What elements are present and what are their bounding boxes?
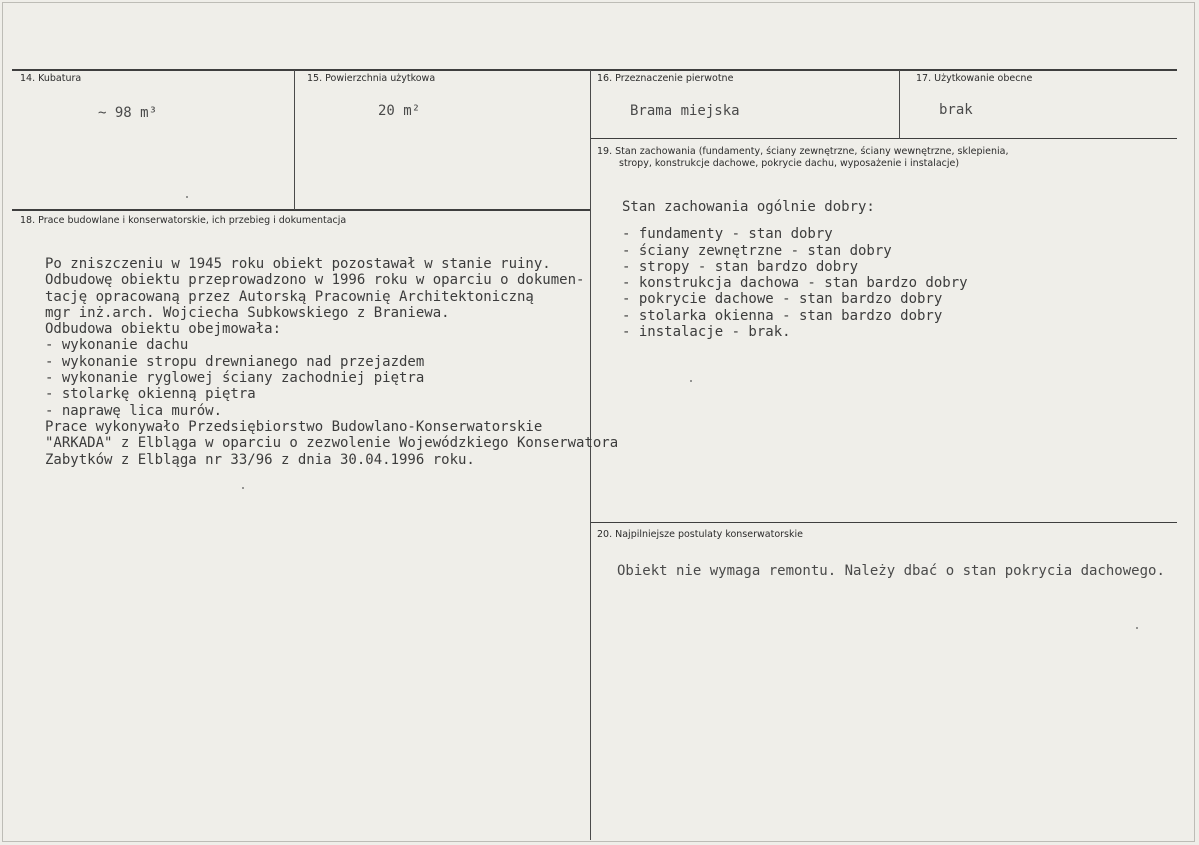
field-19-line: Stan zachowania ogólnie dobry: xyxy=(622,199,875,215)
field-18-label: 18. Prace budowlane i konserwatorskie, ich przebieg i dokumentacja xyxy=(20,215,347,226)
field-18-line: - wykonanie stropu drewnianego nad przejazdem xyxy=(45,353,425,370)
field-18-line: Zabytków z Elbląga nr 33/96 z dnia 30.04.1996 roku. xyxy=(45,451,475,468)
field-19-line: - fundamenty - stan dobry xyxy=(622,226,833,243)
rule-under-14-15 xyxy=(12,209,590,211)
field-19-line: - stolarka okienna - stan bardzo dobry xyxy=(622,307,943,324)
field-19-line: - pokrycie dachowe - stan bardzo dobry xyxy=(622,291,943,308)
field-14-label: 14. Kubatura xyxy=(20,73,82,84)
paper-speck xyxy=(186,196,188,198)
field-19-line: - instalacje - brak. xyxy=(622,324,791,341)
field-18-line: "ARKADA" z Elbląga w oparciu o zezwolenie Wojewódzkiego Konserwatora xyxy=(45,435,619,452)
field-18-line: tację opracowaną przez Autorską Pracownię Architektoniczną xyxy=(45,288,534,305)
field-20-label: 20. Najpilniejsze postulaty konserwatorskie xyxy=(597,529,803,540)
field-17-value: brak xyxy=(939,102,973,118)
divider-14-15 xyxy=(294,70,295,210)
field-18-line: Prace wykonywało Przedsiębiorstwo Budowlano-Konserwatorskie xyxy=(45,418,543,435)
field-16-label: 16. Przeznaczenie pierwotne xyxy=(597,73,734,84)
paper-speck xyxy=(1136,627,1138,629)
field-14-value: ~ 98 m³ xyxy=(98,105,158,121)
field-20-value: Obiekt nie wymaga remontu. Należy dbać o stan pokrycia dachowego. xyxy=(617,563,1165,579)
field-19-line: - ściany zewnętrzne - stan dobry xyxy=(622,242,892,259)
field-18-line: - stolarkę okienną piętra xyxy=(45,386,256,403)
divider-16-17 xyxy=(899,70,900,139)
field-15-label: 15. Powierzchnia użytkowa xyxy=(307,73,436,84)
field-18-line: mgr inż.arch. Wojciecha Subkowskiego z Braniewa. xyxy=(45,304,450,321)
field-18-line: Odbudowa obiektu obejmowała: xyxy=(45,321,282,338)
paper-speck xyxy=(690,380,692,382)
field-19-text xyxy=(622,199,968,340)
top-rule xyxy=(12,69,1177,71)
field-18-text xyxy=(45,256,618,468)
paper-speck xyxy=(242,487,244,489)
field-19-label-cont: stropy, konstrukcje dachowe, pokrycie dachu, wyposażenie i instalacje) xyxy=(619,158,960,169)
field-19-label: 19. Stan zachowania (fundamenty, ściany zewnętrzne, ściany wewnętrzne, sklepienia, xyxy=(597,146,1009,157)
field-17-label: 17. Użytkowanie obecne xyxy=(916,73,1033,84)
field-16-value: Brama miejska xyxy=(630,103,740,119)
field-18-line: Odbudowę obiektu przeprowadzono w 1996 roku w oparciu o dokumen- xyxy=(45,272,585,289)
rule-under-19 xyxy=(590,522,1177,523)
field-18-line: - wykonanie ryglowej ściany zachodniej piętra xyxy=(45,370,425,387)
rule-under-16-17 xyxy=(590,138,1177,139)
field-18-line: - wykonanie dachu xyxy=(45,337,189,354)
field-19-line: - konstrukcja dachowa - stan bardzo dobry xyxy=(622,275,968,292)
field-15-value: 20 m² xyxy=(378,103,421,119)
field-18-line: Po zniszczeniu w 1945 roku obiekt pozostawał w stanie ruiny. xyxy=(45,256,551,272)
field-19-line: - stropy - stan bardzo dobry xyxy=(622,258,859,275)
field-18-line: - naprawę lica murów. xyxy=(45,402,223,419)
